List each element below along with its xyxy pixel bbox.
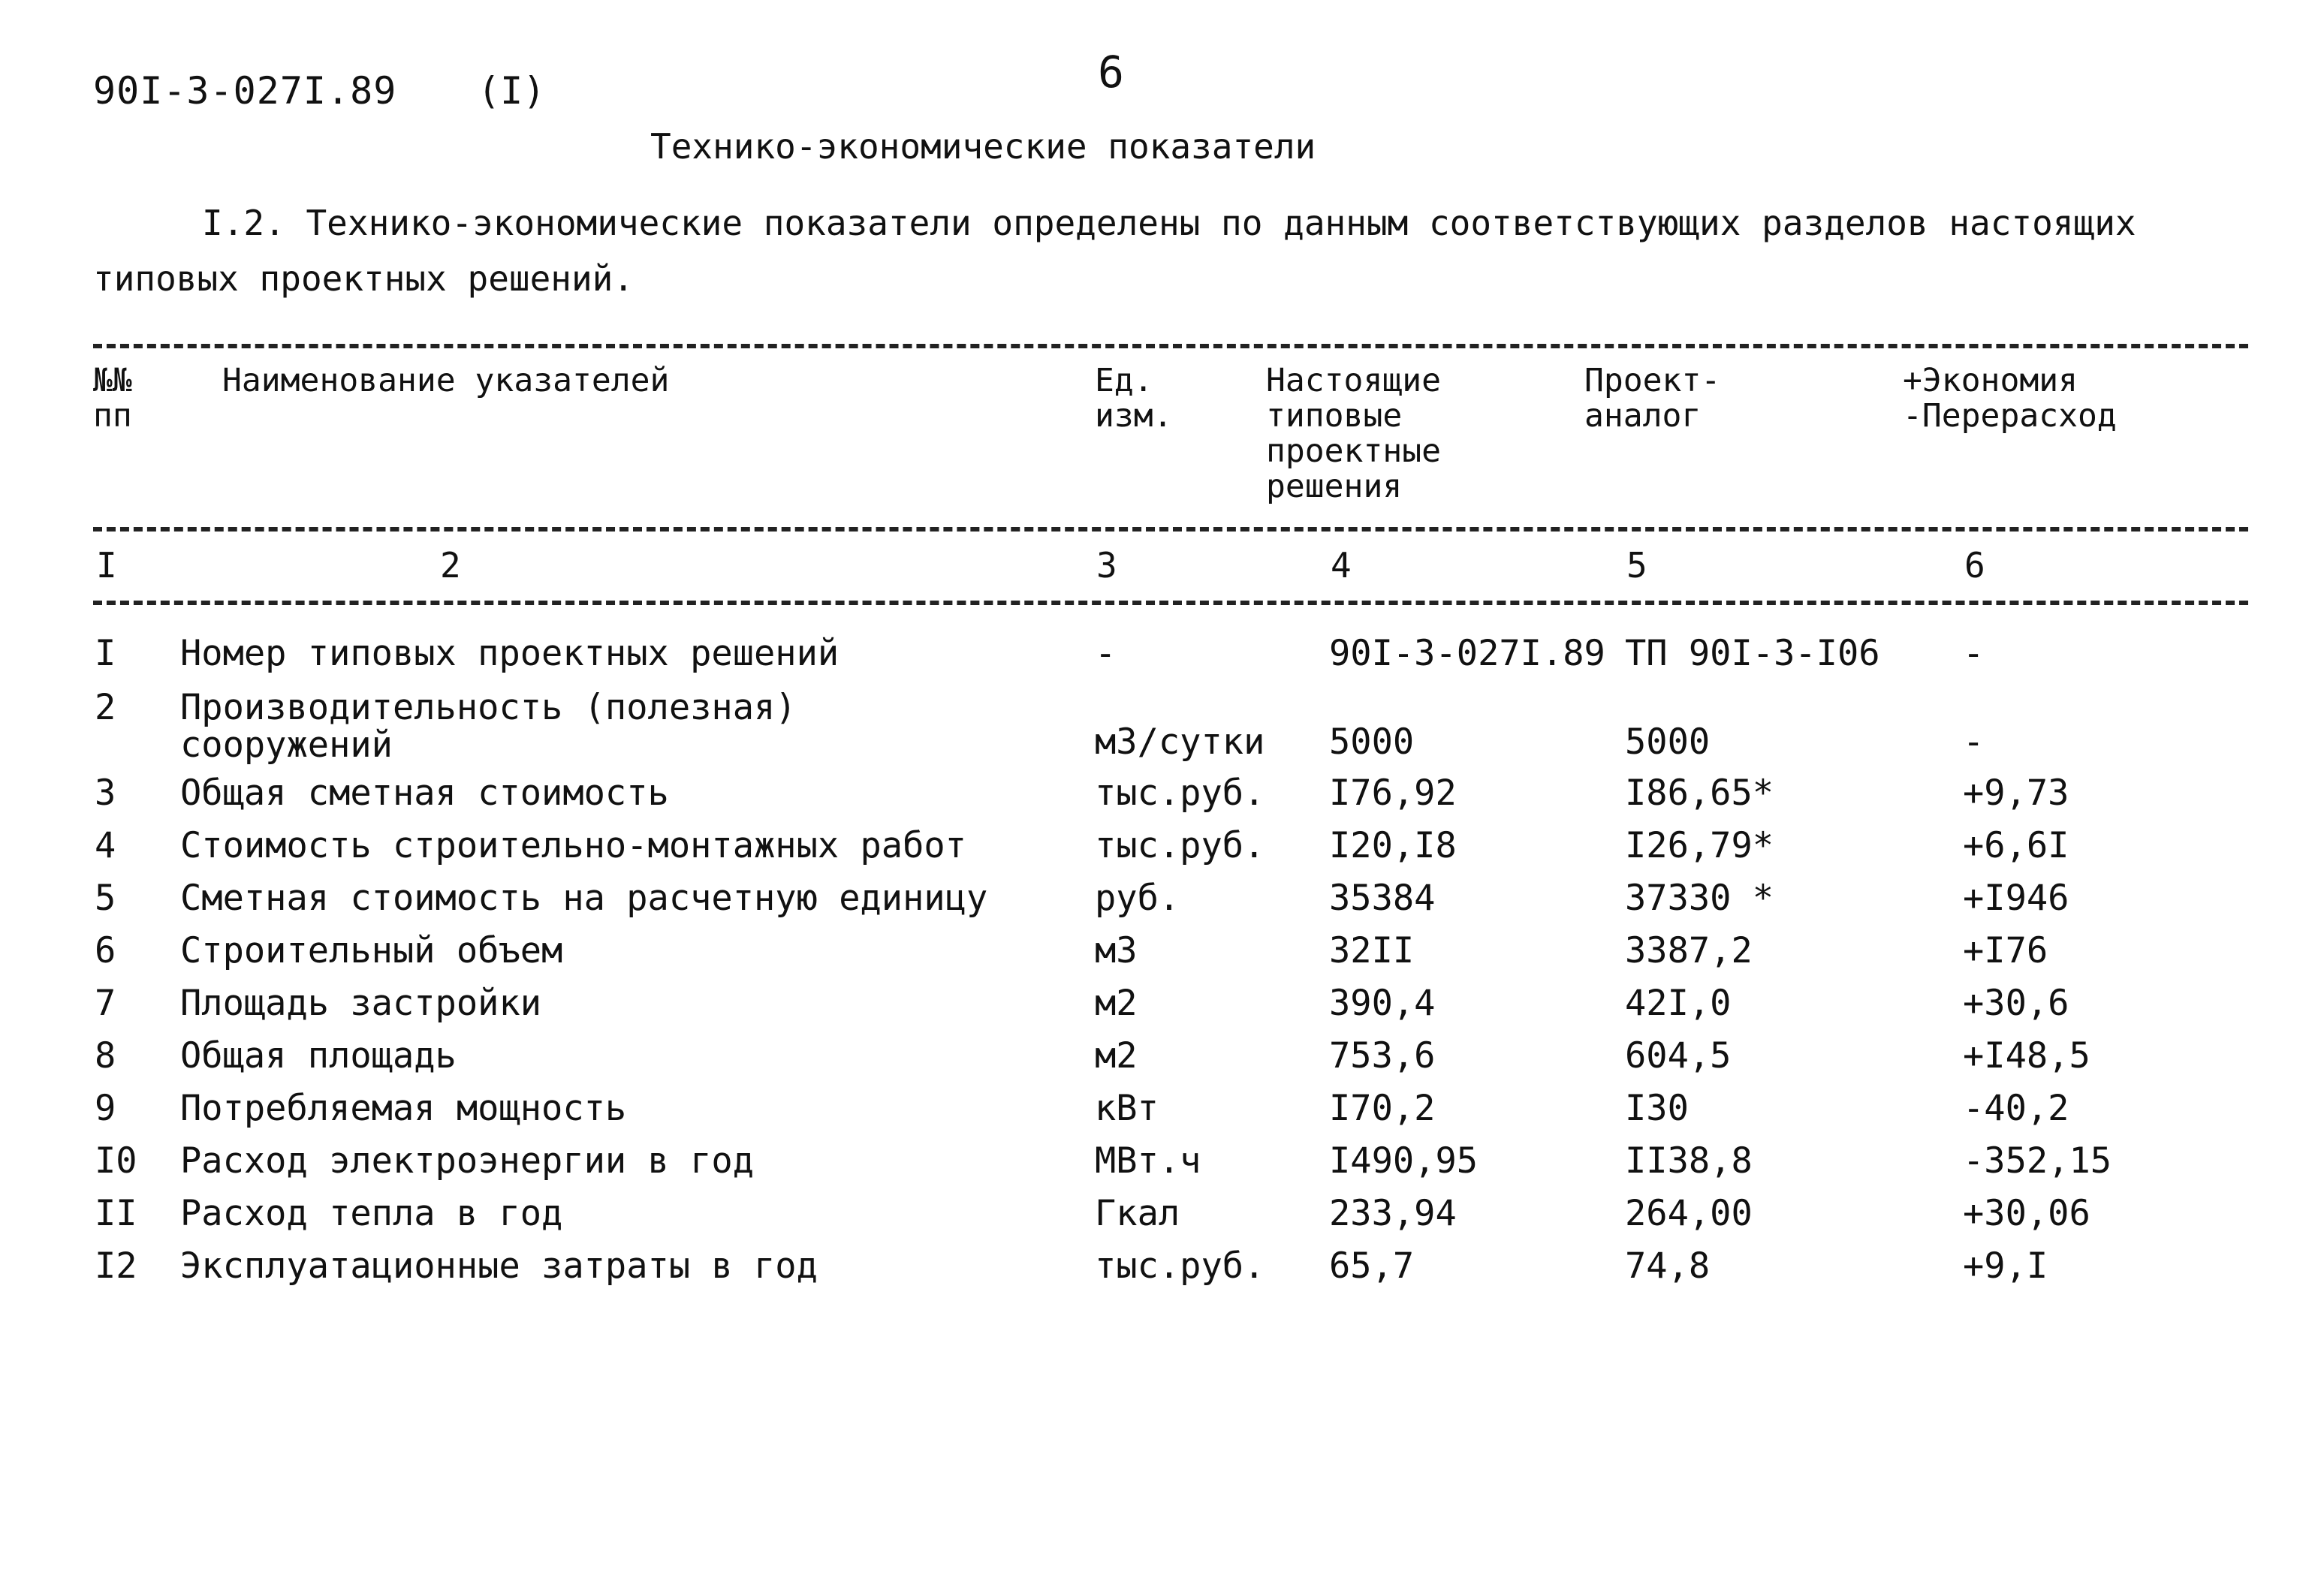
column-number: 6 (1964, 545, 1985, 586)
row-analog: 42I,0 (1625, 983, 1732, 1024)
row-diff: +30,6 (1963, 983, 2069, 1024)
row-analog: I86,65* (1625, 772, 1774, 814)
row-diff: +I48,5 (1963, 1035, 2090, 1077)
row-diff: +9,73 (1963, 772, 2069, 814)
numbers-bottom-rule (93, 601, 2248, 605)
row-diff: +I76 (1963, 930, 2048, 971)
row-current: 35384 (1329, 878, 1436, 919)
row-unit: тыс.руб. (1095, 772, 1265, 814)
row-unit: м3/сутки (1095, 721, 1265, 763)
row-current: 390,4 (1329, 983, 1436, 1024)
row-number: 9 (95, 1088, 116, 1129)
row-unit: м3 (1095, 930, 1138, 971)
row-analog: 37330 * (1625, 878, 1774, 919)
row-name: Площадь застройки (180, 983, 542, 1024)
row-unit: тыс.руб. (1095, 1245, 1265, 1287)
row-number: 6 (95, 930, 116, 971)
header-bottom-rule (93, 527, 2248, 531)
row-diff: +30,06 (1963, 1193, 2090, 1234)
row-number: 8 (95, 1035, 116, 1077)
row-analog: I26,79* (1625, 825, 1774, 866)
column-number: 4 (1331, 545, 1352, 586)
row-name: Потребляемая мощность (180, 1088, 627, 1129)
column-number: I (96, 545, 117, 586)
row-analog: 3387,2 (1625, 930, 1753, 971)
row-number: 5 (95, 878, 116, 919)
column-number: 3 (1096, 545, 1117, 586)
row-name: Эксплуатационные затраты в год (180, 1245, 818, 1287)
row-current: I20,I8 (1329, 825, 1457, 866)
intro-lead: I.2. (202, 203, 285, 243)
column-number: 2 (440, 545, 461, 586)
row-analog: II38,8 (1625, 1140, 1753, 1182)
row-unit: МВт.ч (1095, 1140, 1201, 1182)
document-code: 90I-3-027I.89 (93, 69, 397, 113)
row-analog: I30 (1625, 1088, 1689, 1129)
row-current: 65,7 (1329, 1245, 1415, 1287)
row-diff: - (1963, 721, 1985, 763)
header-unit: Ед. изм. (1095, 362, 1173, 435)
row-current: 90I-3-027I.89 (1329, 633, 1605, 674)
page-number: 6 (1098, 47, 1124, 98)
page-title: Технико-экономические показатели (650, 126, 1316, 167)
row-analog: 74,8 (1625, 1245, 1711, 1287)
intro-paragraph (93, 195, 2226, 306)
header-analog: Проект- аналог (1584, 362, 1721, 435)
document-part: (I) (478, 69, 546, 113)
row-analog: 604,5 (1625, 1035, 1732, 1077)
row-number: I0 (95, 1140, 137, 1182)
row-unit: м2 (1095, 983, 1138, 1024)
row-diff: -352,15 (1963, 1140, 2112, 1182)
row-current: 233,94 (1329, 1193, 1457, 1234)
row-current: 5000 (1329, 721, 1415, 763)
row-number: 4 (95, 825, 116, 866)
row-diff: - (1963, 633, 1985, 674)
column-number: 5 (1626, 545, 1647, 586)
row-name: Строительный объем (180, 930, 563, 971)
row-number: 2 (95, 687, 116, 728)
intro-text: Технико-экономические показатели определены по данным соответствующих разделов настоящих типовых проектных решений. (93, 203, 2136, 299)
row-name: Расход электроэнергии в год (180, 1140, 755, 1182)
row-name: Сметная стоимость на расчетную единицу (180, 878, 988, 919)
row-diff: -40,2 (1963, 1088, 2069, 1129)
row-analog: 5000 (1625, 721, 1711, 763)
row-unit: м2 (1095, 1035, 1138, 1077)
header-number: №№ пп (93, 362, 132, 435)
row-number: I (95, 633, 116, 674)
row-current: I70,2 (1329, 1088, 1436, 1129)
row-number: II (95, 1193, 137, 1234)
row-number: 3 (95, 772, 116, 814)
row-unit: кВт (1095, 1088, 1159, 1129)
row-number: 7 (95, 983, 116, 1024)
row-name: Общая площадь (180, 1035, 457, 1077)
row-name: Расход тепла в год (180, 1193, 563, 1234)
row-name: Стоимость строительно-монтажных работ (180, 825, 966, 866)
row-diff: +6,6I (1963, 825, 2069, 866)
row-current: 753,6 (1329, 1035, 1436, 1077)
row-diff: +I946 (1963, 878, 2069, 919)
row-name: Общая сметная стоимость (180, 772, 669, 814)
row-number: I2 (95, 1245, 137, 1287)
row-unit: тыс.руб. (1095, 825, 1265, 866)
row-name: Производительность (полезная) сооружений (180, 687, 797, 766)
row-current: I490,95 (1329, 1140, 1479, 1182)
row-analog: ТП 90I-3-I06 (1625, 633, 1880, 674)
row-diff: +9,I (1963, 1245, 2048, 1287)
row-unit: Гкал (1095, 1193, 1180, 1234)
row-current: I76,92 (1329, 772, 1457, 814)
row-unit: руб. (1095, 878, 1180, 919)
header-diff: +Экономия -Перерасход (1903, 362, 2117, 435)
table-top-rule (93, 344, 2248, 348)
row-unit: - (1095, 633, 1117, 674)
header-current: Настоящие типовые проектные решения (1266, 362, 1441, 505)
header-name: Наименование указателей (222, 362, 670, 399)
row-current: 32II (1329, 930, 1415, 971)
row-name: Номер типовых проектных решений (180, 633, 840, 674)
row-analog: 264,00 (1625, 1193, 1753, 1234)
